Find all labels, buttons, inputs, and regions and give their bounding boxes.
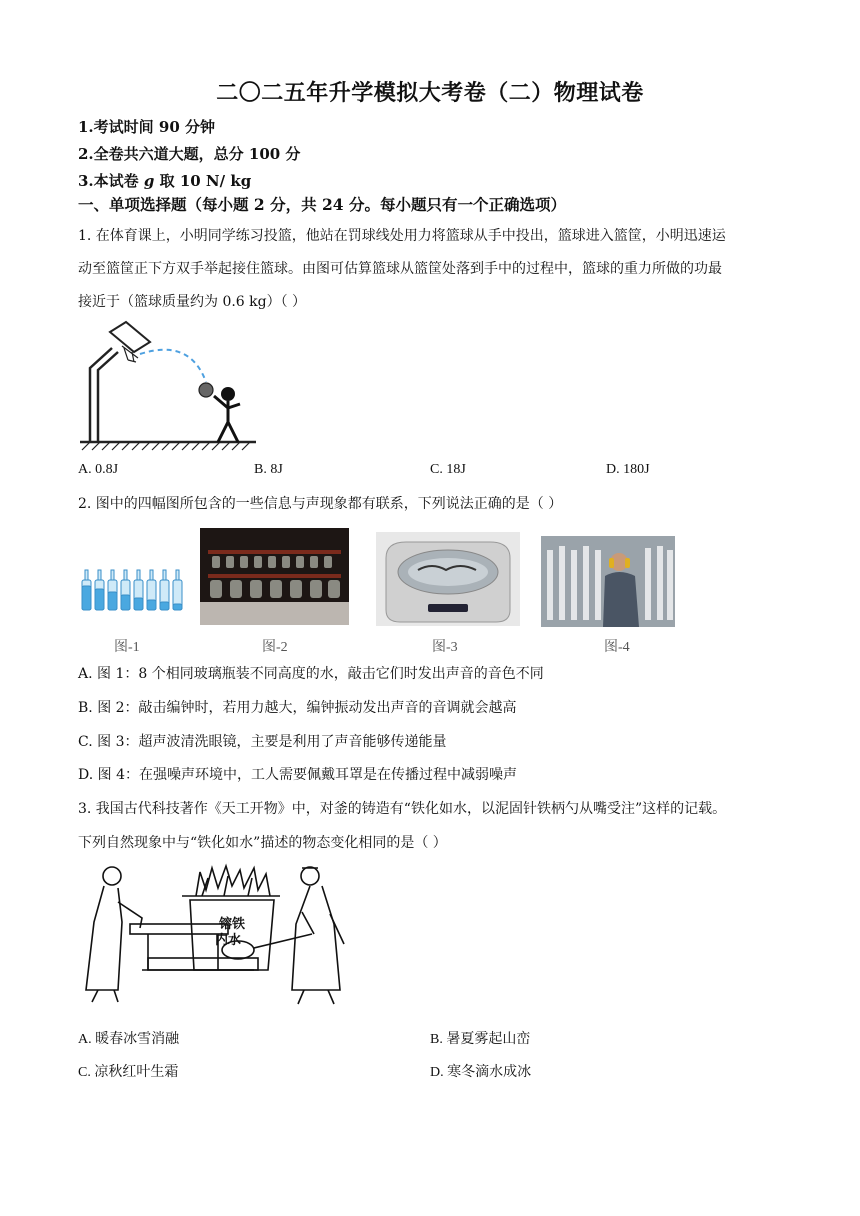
q1-stem-line1: 1. 在体育课上，小明同学练习投篮，他站在罚球线处用力将篮球从手中投出，篮球进入篮筐，小明迅速运 bbox=[78, 228, 726, 244]
figure-caption-4: 图-4 bbox=[604, 640, 630, 655]
q1-stem-line2: 动至篮筐正下方双手举起接住篮球。由图可估算篮球从篮筐处落到手中的过程中，篮球的重力所做的功最 bbox=[78, 261, 722, 277]
q1-option-c[interactable]: C. 18J bbox=[430, 462, 466, 477]
q2-option-b[interactable]: B. 图 2：敲击编钟时，若用力越大，编钟振动发出声音的音调就会越高 bbox=[78, 700, 517, 716]
factory-worker-photo bbox=[541, 536, 675, 627]
q1-option-d[interactable]: D. 180J bbox=[606, 462, 650, 477]
q3-stem-line2: 下列自然现象中与“铁化如水”描述的物态变化相同的是（ ） bbox=[78, 835, 447, 851]
casting-illustration bbox=[78, 862, 356, 1008]
section-heading: 一、单项选择题（每小题 2 分，共 24 分。每小题只有一个正确选项） bbox=[78, 195, 566, 214]
q2-option-d[interactable]: D. 图 4：在强噪声环境中，工人需要佩戴耳罩是在传播过程中减弱噪声 bbox=[78, 767, 517, 783]
furnace-label-top: 镕铁 bbox=[218, 917, 246, 932]
q3-option-d[interactable]: D. 寒冬滴水成冰 bbox=[430, 1065, 532, 1080]
q3-option-c[interactable]: C. 凉秋红叶生霜 bbox=[78, 1065, 179, 1080]
q1-stem-line3: 接近于（篮球质量约为 0.6 kg）（ ） bbox=[78, 294, 307, 310]
figure-caption-3: 图-3 bbox=[432, 640, 458, 655]
furnace-label-bottom: 内水 bbox=[214, 933, 242, 948]
q2-option-c[interactable]: C. 图 3：超声波清洗眼镜，主要是利用了声音能够传递能量 bbox=[78, 734, 447, 750]
g-symbol: g bbox=[143, 172, 155, 190]
figure-caption-1: 图-1 bbox=[114, 640, 140, 655]
exam-note-score: 2.全卷共六道大题，总分 100 分 bbox=[78, 145, 301, 163]
q1-option-b[interactable]: B. 8J bbox=[254, 462, 283, 477]
q2-option-a[interactable]: A. 图 1：8 个相同玻璃瓶装不同高度的水，敲击它们时发出声音的音色不同 bbox=[78, 666, 544, 682]
exam-note-g: 3.本试卷 g 取 10 N/ kg bbox=[78, 172, 252, 190]
ultrasonic-cleaner-photo bbox=[376, 532, 520, 626]
q2-stem: 2. 图中的四幅图所包含的一些信息与声现象都有联系，下列说法正确的是（ ） bbox=[78, 496, 563, 512]
basketball-figure bbox=[78, 318, 268, 452]
q3-option-b[interactable]: B. 暑夏雾起山峦 bbox=[430, 1032, 531, 1047]
glass-bottles-figure bbox=[80, 568, 186, 612]
figure-caption-2: 图-2 bbox=[262, 640, 288, 655]
q3-stem-line1: 3. 我国古代科技著作《天工开物》中，对釜的铸造有“铁化如水，以泥固针铁柄勺从嘴受注”这样的记载。 bbox=[78, 801, 727, 817]
paper-title: 二〇二五年升学模拟大考卷（二）物理试卷 bbox=[216, 80, 644, 106]
chime-bells-photo bbox=[200, 528, 349, 625]
exam-note-time: 1.考试时间 90 分钟 bbox=[78, 118, 215, 136]
q1-option-a[interactable]: A. 0.8J bbox=[78, 462, 119, 477]
q3-option-a[interactable]: A. 暖春冰雪消融 bbox=[78, 1032, 180, 1047]
